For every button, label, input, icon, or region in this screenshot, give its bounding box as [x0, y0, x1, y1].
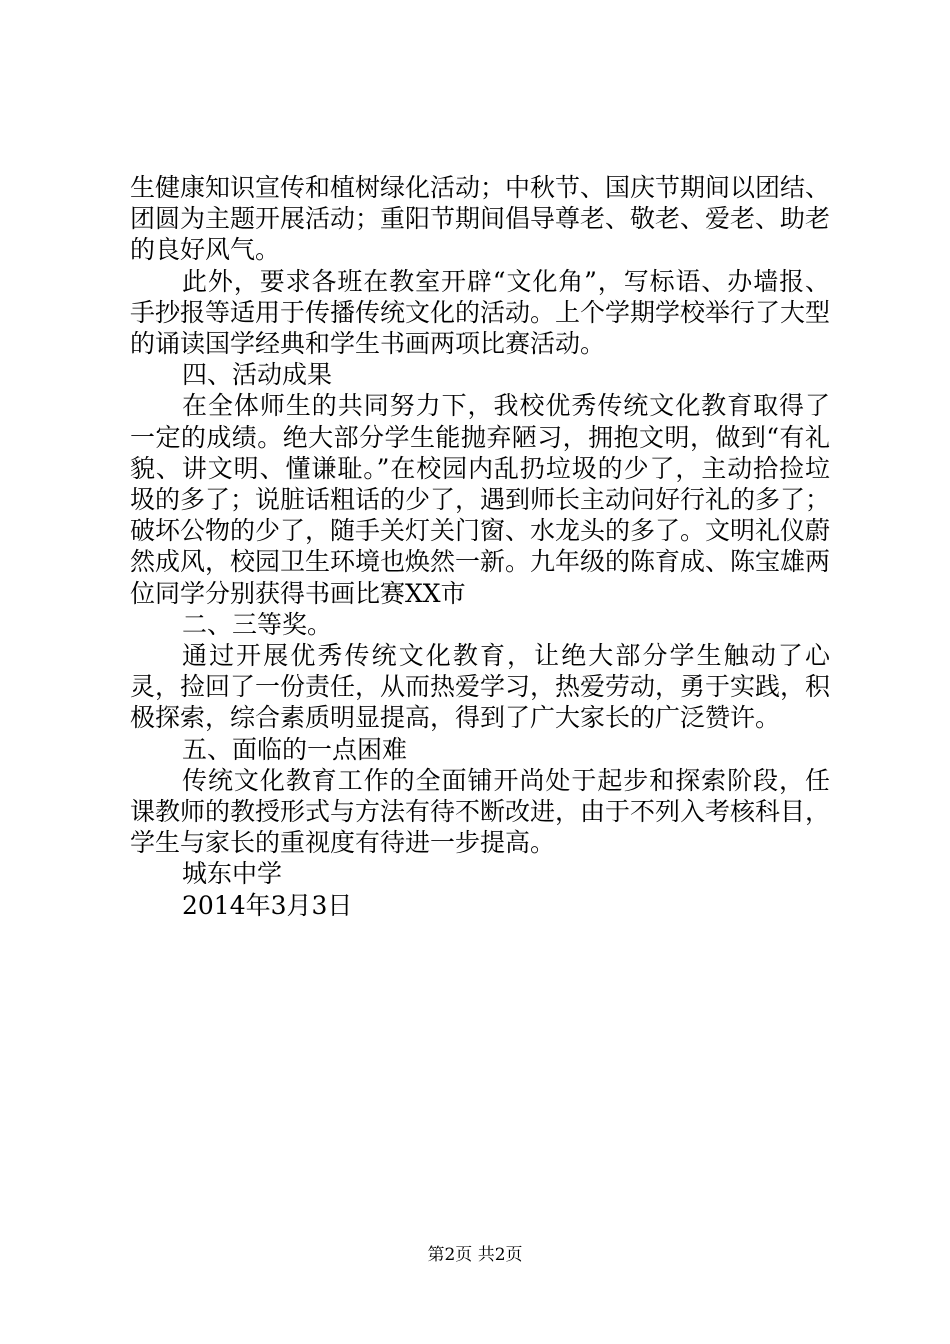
signature-school: 城东中学 [182, 859, 283, 889]
heading-difficulties: 五、面临的一点困难 [182, 734, 408, 764]
paragraph-achievements: 在全体师生的共同努力下，我校优秀传统文化教育取得了一定的成绩。绝大部分学生能抛弃陋习，拥抱文明，做到“有礼貌、讲文明、懂谦耻。”在校园内乱扔垃圾的少了，主动拾捡垃圾的多了；说脏话粗话的少了，遇到师长主动问好行礼的多了；破坏公物的少了，随手关灯关门窗、水龙头的多了。文明礼仪蔚然成风，校园卫生环境也焕然一新。九年级的陈育成、陈宝雄两位同学分别获得书画比赛XX市 [130, 391, 831, 608]
paragraph-awards: 二、三等奖。 [182, 609, 333, 639]
paragraph-education-impact: 通过开展优秀传统文化教育，让绝大部分学生触动了心灵，捡回了一份责任，从而热爱学习，热爱劳动，勇于实践，积极探索，综合素质明显提高，得到了广大家长的广泛赞许。 [130, 641, 831, 733]
paragraph-difficulties: 传统文化教育工作的全面铺开尚处于起步和探索阶段，任课教师的教授形式与方法有待不断改进，由于不列入考核科目，学生与家长的重视度有待进一步提高。 [130, 765, 831, 858]
signature-date: 2014年3月3日 [182, 890, 353, 920]
paragraph-health-activities: 生健康知识宣传和植树绿化活动；中秋节、国庆节期间以团结、团圆为主题开展活动；重阳节期间倡导尊老、敬老、爱老、助老的良好风气。 [130, 173, 831, 265]
page-footer [0, 1244, 950, 1266]
paragraph-culture-corner: 此外，要求各班在教室开辟“文化角”，写标语、办墙报、手抄报等适用于传播传统文化的活动。上个学期学校举行了大型的诵读国学经典和学生书画两项比赛活动。 [130, 266, 831, 359]
document-body [130, 172, 830, 921]
heading-activity-results: 四、活动成果 [182, 360, 333, 390]
page-number: 第2页 共2页 [427, 1245, 523, 1265]
